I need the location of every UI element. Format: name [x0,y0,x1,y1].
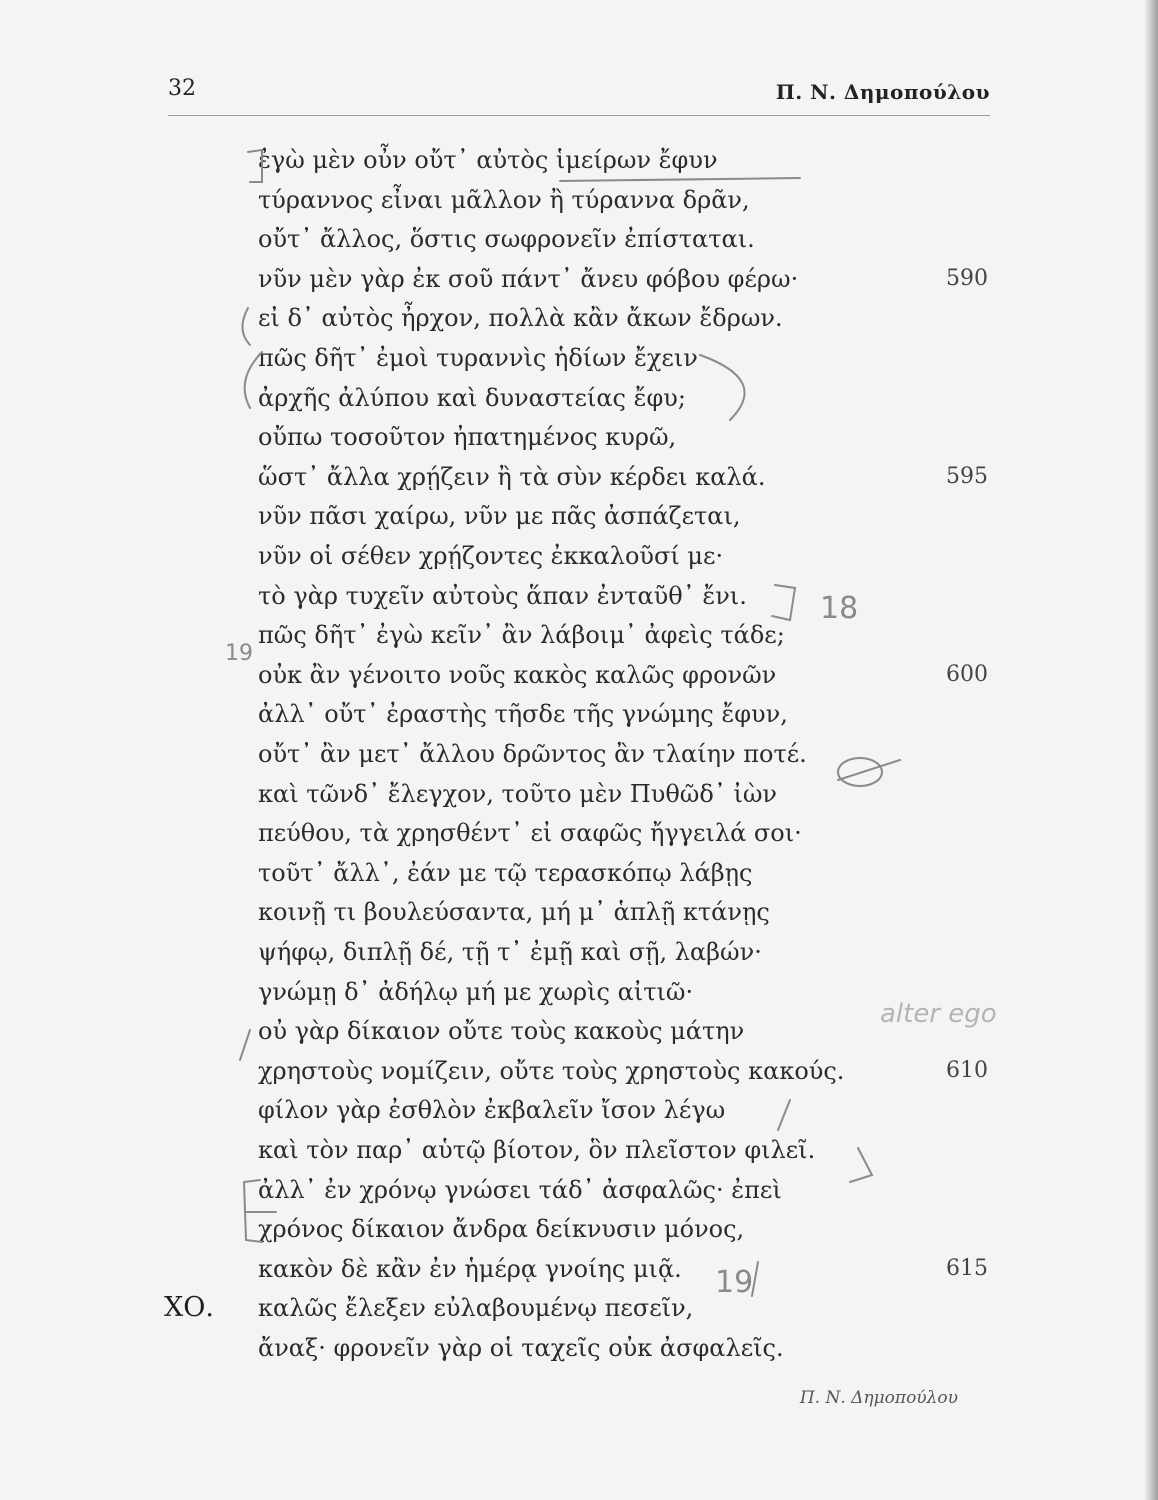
verse-line: κακὸν δὲ κἂν ἐν ἡμέρᾳ γνοίης μιᾷ. [258,1254,682,1283]
strike-mark [838,760,900,780]
speaker-label: ΧΟ. [164,1292,214,1324]
verse-line: τὸ γὰρ τυχεῖν αὐτοὺς ἅπαν ἐνταῦθ᾽ ἔνι. [258,581,747,610]
line-number: 615 [946,1255,988,1281]
bracket-mark [242,308,250,345]
verse-line: χρηστοὺς νομίζειν, οὔτε τοὺς χρηστοὺς κακούς. [258,1056,845,1085]
verse-line: ἀρχῆς ἀλύπου καὶ δυναστείας ἔφυ; [258,383,686,412]
verse-line: οὐ γὰρ δίκαιον οὔτε τοὺς κακοὺς μάτην [258,1017,745,1046]
margin-note-18: 18 [820,591,859,626]
verse-line: νῦν πᾶσι χαίρω, νῦν με πᾶς ἀσπάζεται, [258,502,741,531]
verse-line: κοινῇ τι βουλεύσαντα, μή μ᾽ ἁπλῇ κτάνῃς [258,898,770,927]
verse-line: πῶς δῆτ᾽ ἐγὼ κεῖν᾽ ἂν λάβοιμ᾽ ἀφεὶς τάδε; [258,621,785,650]
bracket-mark [772,585,795,620]
verse-line: ἀλλ᾽ οὔτ᾽ ἐραστὴς τῆσδε τῆς γνώμης ἔφυν, [258,700,788,729]
verse-line: ὥστ᾽ ἄλλα χρῄζειν ἢ τὰ σὺν κέρδει καλά. [258,462,766,491]
verse-line: γνώμῃ δ᾽ ἀδήλῳ μή με χωρὶς αἰτιῶ· [258,977,694,1006]
verse-line: νῦν μὲν γὰρ ἐκ σοῦ πάντ᾽ ἄνευ φόβου φέρω· [258,264,799,293]
verse-line: εἰ δ᾽ αὐτὸς ἦρχον, πολλὰ κἂν ἄκων ἔδρων. [258,304,783,333]
margin-note-19: 19 [225,641,253,666]
verse-line: πῶς δῆτ᾽ ἐμοὶ τυραννὶς ἡδίων ἔχειν [258,344,698,372]
verse-line: τύραννος εἶναι μᾶλλον ἢ τύραννα δρᾶν, [258,185,750,214]
bracket-mark [244,1180,276,1242]
line-number: 595 [946,463,988,489]
line-number: 590 [946,265,988,291]
line-number: 610 [946,1057,988,1083]
margin-note-alter-ego: alter ego [880,999,997,1029]
bracket-mark [850,1148,872,1182]
verse-line: νῦν οἱ σέθεν χρῄζοντες ἐκκαλοῦσί με· [258,542,724,570]
verse-line: οὔτ᾽ ἂν μετ᾽ ἄλλου δρῶντος ἂν τλαίην ποτέ. [258,740,807,768]
verse-line: καὶ τῶνδ᾽ ἔλεγχον, τοῦτο μὲν Πυθῶδ᾽ ἰὼν [258,779,778,808]
verse-line: οὐκ ἂν γένοιτο νοῦς κακὸς καλῶς φρονῶν [258,660,777,689]
verse-line: οὔτ᾽ ἄλλος, ὅστις σωφρονεῖν ἐπίσταται. [258,225,755,254]
bracket-mark [245,352,745,420]
margin-note-19: 19 [715,1265,754,1300]
page-number: 32 [168,76,196,101]
line-number: 600 [946,661,988,687]
verse-line: φίλον γὰρ ἐσθλὸν ἐκβαλεῖν ἴσον λέγω [258,1096,726,1125]
verse-line: καὶ τὸν παρ᾽ αὑτῷ βίοτον, ὃν πλεῖστον φιλεῖ. [258,1136,816,1164]
running-head: Π. Ν. Δημοπούλου [775,80,990,104]
verse-line: ψήφῳ, διπλῇ δέ, τῇ τ᾽ ἐμῇ καὶ σῇ, λαβών· [258,938,762,966]
bracket-mark [248,150,262,182]
verse-line: πεύθου, τὰ χρησθέντ᾽ εἰ σαφῶς ἤγγειλά σοι· [258,819,802,848]
underline-mark [560,178,800,181]
verse-line: ἀλλ᾽ ἐν χρόνῳ γνώσει τάδ᾽ ἀσφαλῶς· ἐπεὶ [258,1175,782,1204]
verse-line: τοῦτ᾽ ἄλλ᾽, ἐάν με τῷ τερασκόπῳ λάβῃς [258,858,753,887]
verse-line: καλῶς ἔλεξεν εὐλαβουμένῳ πεσεῖν, [258,1294,694,1323]
verse-line: οὔπω τοσοῦτον ἠπατημένος κυρῶ, [258,423,677,452]
footer-signature: Π. Ν. Δημοπούλου [799,1388,958,1408]
margin-stroke [240,1030,250,1060]
verse-line: χρόνος δίκαιον ἄνδρα δείκνυσιν μόνος, [258,1215,745,1244]
verse-line: ἄναξ· φρονεῖν γὰρ οἱ ταχεῖς οὐκ ἀσφαλεῖς. [258,1334,784,1362]
verse-line: ἐγὼ μὲν οὖν οὔτ᾽ αὐτὸς ἱμείρων ἔφυν [258,146,718,174]
margin-stroke [778,1100,790,1130]
